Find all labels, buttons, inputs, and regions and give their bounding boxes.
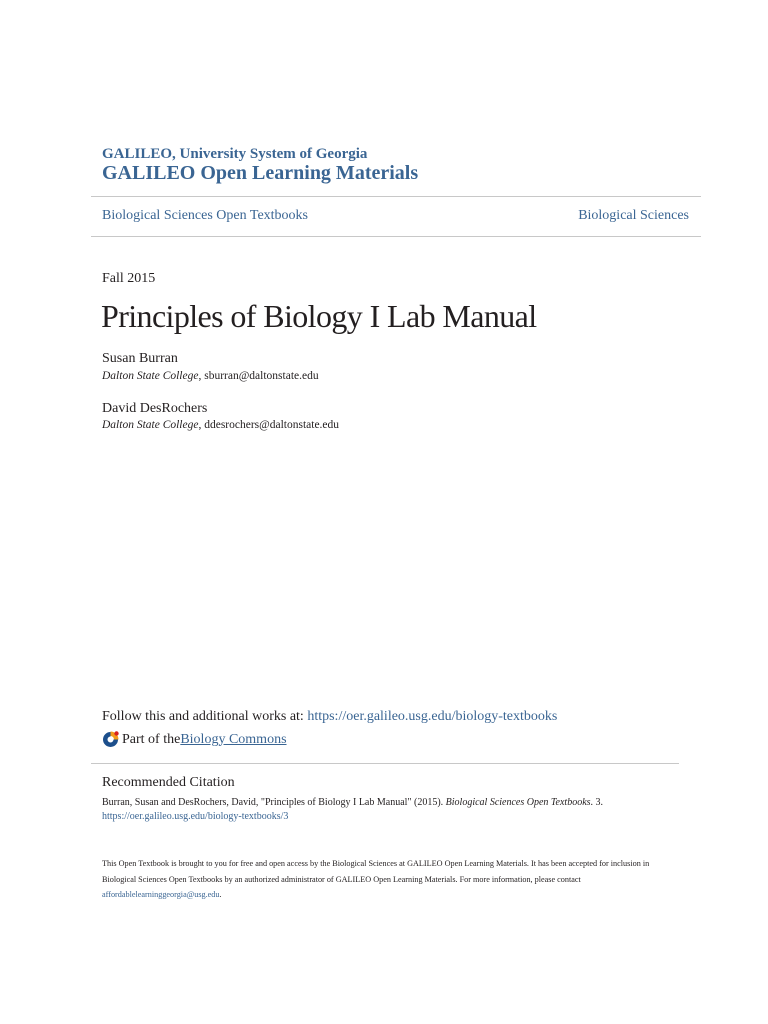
- divider-citation: [91, 763, 679, 764]
- citation-number: . 3.: [590, 797, 604, 808]
- affiliation-name: Dalton State College: [102, 419, 199, 431]
- citation-heading: Recommended Citation: [102, 775, 235, 790]
- follow-line: [102, 708, 557, 725]
- collection-link[interactable]: Biological Sciences Open Textbooks: [102, 208, 309, 223]
- author-name: Susan Burran: [102, 351, 178, 366]
- bepress-commons-logo-icon: [101, 730, 120, 749]
- discipline-link[interactable]: Biological Sciences: [578, 208, 689, 223]
- author-affiliation: [102, 369, 319, 383]
- document-title: Principles of Biology I Lab Manual: [101, 298, 537, 334]
- divider-nav: [91, 236, 701, 237]
- citation-text: [102, 796, 603, 810]
- institution-top[interactable]: GALILEO, University System of Georgia: [102, 146, 368, 162]
- institution-main[interactable]: GALILEO Open Learning Materials: [102, 162, 419, 184]
- author-email: , sburran@daltonstate.edu: [198, 370, 319, 382]
- citation-url-link[interactable]: https://oer.galileo.usg.edu/biology-textbooks/3: [102, 811, 289, 822]
- notice-end: .: [219, 890, 222, 899]
- publication-date: Fall 2015: [102, 271, 156, 286]
- part-of-line: [101, 730, 287, 749]
- author-affiliation: [102, 418, 339, 432]
- author-email: , ddesrochers@daltonstate.edu: [198, 419, 340, 431]
- biology-commons-link[interactable]: Biology Commons: [180, 731, 287, 747]
- citation-body: Burran, Susan and DesRochers, David, "Principles of Biology I Lab Manual" (2015).: [102, 797, 446, 808]
- citation-series: Biological Sciences Open Textbooks: [445, 797, 591, 808]
- notice-text: This Open Textbook is brought to you for free and open access by the Biological Sciences at GALILEO Open Learning Materials. It has been accepted for inclusion in Biological Sciences Open Textbooks by an authorized administrator of GALILEO Open Learning Materials. For more information, please contact: [102, 859, 650, 884]
- author-name: David DesRochers: [102, 401, 208, 416]
- access-notice: [102, 856, 682, 903]
- part-of-label: Part of the: [122, 731, 181, 747]
- follow-label: Follow this and additional works at:: [102, 709, 308, 724]
- follow-url-link[interactable]: https://oer.galileo.usg.edu/biology-textbooks: [307, 709, 558, 724]
- divider-top: [91, 196, 701, 197]
- contact-email-link[interactable]: affordablelearninggeorgia@usg.edu: [102, 890, 220, 899]
- affiliation-name: Dalton State College: [102, 370, 199, 382]
